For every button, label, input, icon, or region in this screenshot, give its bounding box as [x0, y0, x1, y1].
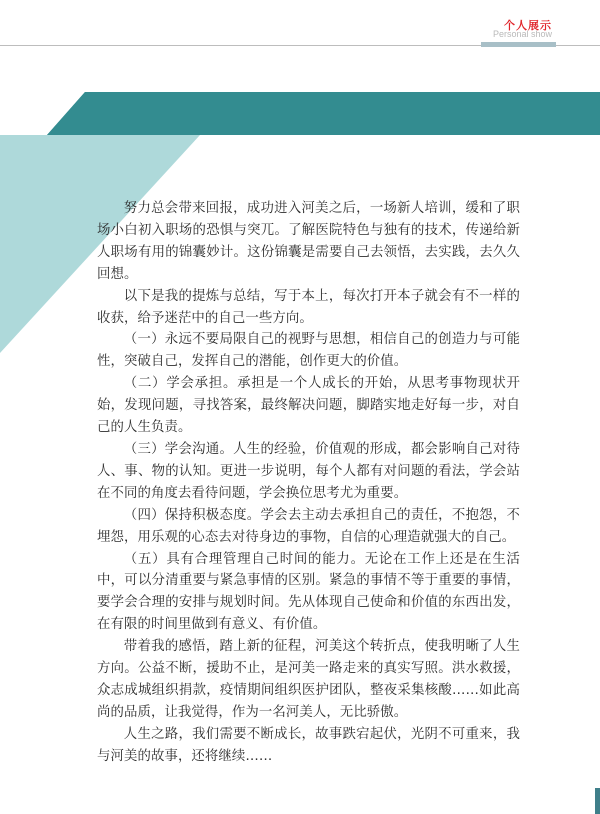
paragraph: 人生之路，我们需要不断成长，故事跌宕起伏，光阴不可重来，我与河美的故事，还将继续…… [97, 726, 520, 764]
article-body [97, 198, 520, 768]
paragraph: 努力总会带来回报，成功进入河美之后，一场新人培训，缓和了职场小白初入职场的恐惧与突兀。了解医院特色与独有的技术，传递给新人职场有用的锦囊妙计。这份锦囊是需要自己去领悟，去实践，去久久回想。 [97, 201, 520, 282]
paragraph: （一）永远不要局限自己的视野与思想，相信自己的创造力与可能性，突破自己，发挥自己的潜能，创作更大的价值。 [97, 332, 520, 370]
teal-corner [47, 92, 85, 135]
section-subtitle: Personal show [492, 29, 552, 39]
paragraph: （四）保持积极态度。学会去主动去承担自己的责任，不抱怨，不埋怨，用乐观的心态去对待身边的事物，自信的心理造就强大的自己。 [97, 507, 520, 545]
teal-band [47, 92, 600, 135]
page-edge-mark [595, 788, 600, 814]
paragraph: 以下是我的提炼与总结，写于本上，每次打开本子就会有不一样的收获，给予迷茫中的自己一些方向。 [97, 288, 520, 326]
paragraph: （三）学会沟通。人生的经验，价值观的形成，都会影响自己对待人、事、物的认知。更进一步说明，每个人都有对问题的看法，学会站在不同的角度去看待问题，学会换位思考尤为重要。 [97, 441, 520, 501]
paragraph: 带着我的感悟，踏上新的征程，河美这个转折点，使我明晰了人生方向。公益不断，援助不止，是河美一路走来的真实写照。洪水救援，众志成城组织捐款，疫情期间组织医护团队，整夜采集核酸……如此高尚的品质，让我觉得，作为一名河美人，无比骄傲。 [97, 639, 520, 720]
paragraph: （五）具有合理管理自己时间的能力。无论在工作上还是在生活中，可以分清重要与紧急事情的区别。紧急的事情不等于重要的事情，要学会合理的安排与规划时间。先从体现自己使命和价值的东西出发，在有限的时间里做到有意义、有价值。 [97, 551, 520, 633]
header-accent-bar [481, 42, 556, 47]
paragraph: （二）学会承担。承担是一个人成长的开始，从思考事物现状开始，发现问题，寻找答案，最终解决问题，脚踏实地走好每一步，对自己的人生负责。 [97, 376, 520, 436]
section-title: 个人展示 [504, 19, 552, 32]
